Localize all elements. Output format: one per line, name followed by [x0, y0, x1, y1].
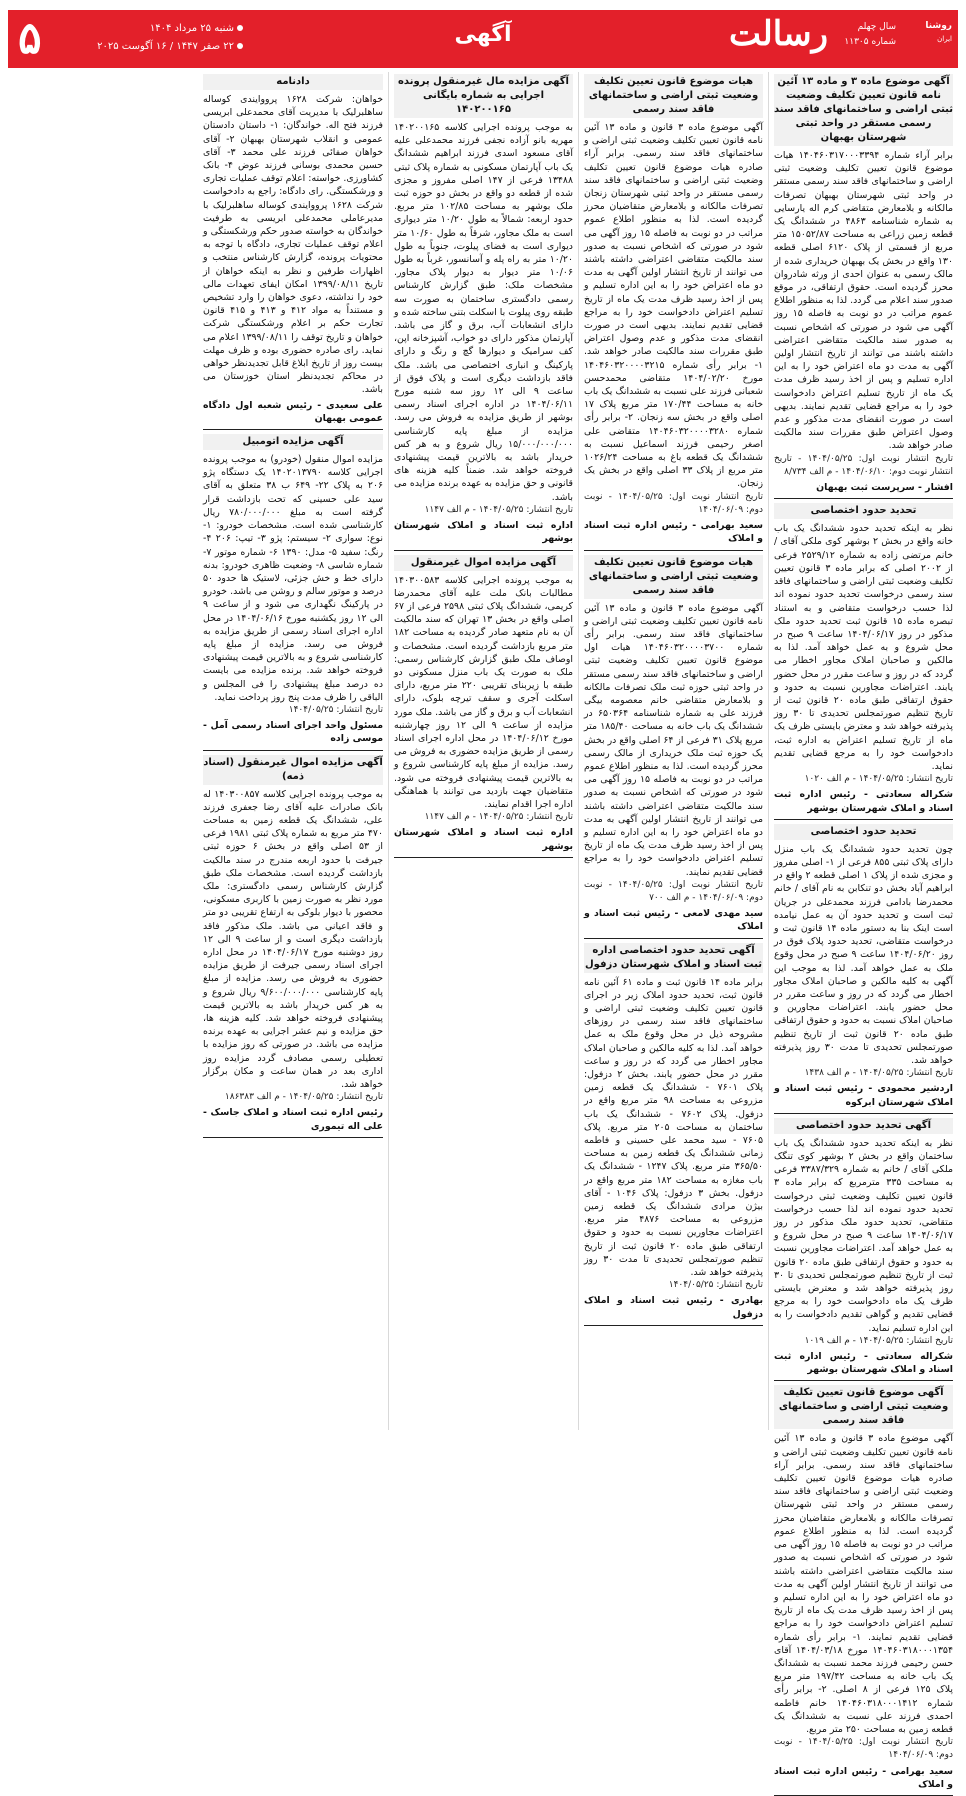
masthead [8, 10, 958, 68]
ad-body: برابر آراء شماره ۱۴۰۴۶۰۳۱۷۰۰۰۳۳۹۴ هیات موضوع قانون تعیین تکلیف وضعیت ثبتی اراضی و ساختمانهای فاقد سند رسمی مستقر در واحد ثبتی شهرستان بهبهان تصرفات مالکانه و بلامعارض متقاضی کرم اله یارسایی به شماره شناسنامه ۴۸۶۳ در ششدانگ یک قطعه زمین زراعی به مساحت ۱۵۰۵۲/۸۷ متر مربع از قسمتی از پلاک ۶۱۲۰ اصلی قطعه ۱۳۰ واقع در بخش یک بهبهان خریداری شده از مالک رسمی به عنوان احدی از ورثه شادروان محرز گردیده است. حقوق ارتفاقی، در موقع صدور سند اعلام می گردد. لذا به منظور اطلاع عموم مراتب در دو نوبت به فاصله ۱۵ روز آگهی می شود در صورتی که اشخاص نسبت به صدور سند مالکیت متقاضی اعتراضی داشته باشند می توانند از تاریخ انتشار اولین آگهی به مدت دو ماه اعتراض خود را به این اداره تسلیم و پس از اخذ رسید ظرف مدت یک ماه از تاریخ تسلیم اعتراض دادخواست خود را به مراجع قضایی تقدیم نمایند. بدیهی است در صورت انقضای مدت مذکور و عدم وصول اعتراض طبق مقررات سند مالکیت صادر خواهد شد. [774, 150, 954, 452]
ad-signer: بهادری - رئیس ثبت اسناد و املاک دزفول [584, 1295, 763, 1320]
bullet-icon [237, 25, 243, 31]
ad-title: دادنامه [203, 74, 383, 90]
ad-signer: شکراله سعادتی - رئیس اداره ثبت اسناد و املاک شهرستان بوشهر [774, 1351, 953, 1376]
ad-notice [774, 1118, 953, 1382]
ad-signer: رئیس اداره ثبت اسناد و املاک جاسک - علی اله تیموری [203, 1107, 383, 1132]
ad-publication-date: تاریخ انتشار نوبت اول: ۱۴۰۴/۰۵/۲۵ - نوبت دوم: ۱۴۰۴/۰۶/۰۹ - م الف ۷۰۰ [584, 879, 763, 903]
ad-publication-date: تاریخ انتشار: ۱۴۰۴/۰۵/۲۵ - م الف ۱۰۱۹ [804, 1335, 953, 1346]
issue-label: شماره ۱۱۳۰۵ [844, 37, 896, 47]
ad-body: نظر به اینکه تحدید حدود ششدانگ یک باب خانه واقع در بخش ۲ بوشهر کوی ملکی آقای / خانم مرتضی زاده به شماره ۲۵۲۹/۱۲ فرعی از ۲۰۰۲ اصلی که برابر ماده ۳ قانون تعیین تکلیف وضعیت ثبتی اراضی و ساختمانهای فاقد سند رسمی درخواست تحدید حدود نموده اند لذا حسب درخواست متقاضی و به استناد تبصره ماده ۱۵ قانون ثبت تحدید حدود ملک مذکور در روز ۱۴۰۴/۰۶/۱۷ ساعت ۹ صبح در محل شروع و به عمل خواهد آمد. لذا به مالکین و صاحبان املاک مجاور اخطار می گردد که در روز و ساعت مقرر در محل حضور یابند. اعتراضات مجاورین نسبت به حدود و حقوق ارتفاقی طبق ماده ۲۰ قانون ثبت از تاریخ تنظیم صورتمجلس تحدیدی تا ۳۰ روز پذیرفته خواهد شد و معترض بایستی ظرف یک ماه از تاریخ تسلیم اعتراض به اداره ثبت، دادخواست خود را به مرجع قضایی تقدیم نماید. [774, 523, 953, 772]
ad-signer: اداره ثبت اسناد و املاک شهرستان بوشهر [394, 827, 573, 852]
ad-notice [394, 555, 573, 858]
ad-notice [394, 74, 573, 551]
brand-tag [904, 20, 952, 46]
ad-notice [774, 824, 953, 1114]
bullet-icon [237, 43, 243, 49]
ad-notice [203, 434, 383, 750]
date-persian: شنبه ۲۵ مرداد ۱۴۰۴ [149, 23, 234, 34]
ad-publication-date: تاریخ انتشار نوبت اول: ۱۴۰۴/۰۵/۲۵ - نوبت دوم: ۱۴۰۴/۰۶/۰۹ [774, 1737, 953, 1761]
ad-signer: مسئول واحد اجرای اسناد رسمی آمل - موسی زاده [203, 720, 383, 745]
ad-publication-date: تاریخ انتشار: ۱۴۰۴/۰۵/۲۵ - م الف ۱۱۴۷ [424, 812, 573, 823]
brand-tag-top: روشنا [925, 21, 952, 31]
brand-tag-sub: ایران [937, 35, 952, 43]
ad-publication-date: تاریخ انتشار نوبت اول: ۱۴۰۴/۰۵/۲۵ - تاریخ انتشار نوبت دوم: ۱۴۰۴/۰۶/۱۰ - م الف ۸/۷۳۴ [774, 453, 953, 477]
ad-title: آگهی تحدید حدود اختصاصی اداره ثبت اسناد و املاک شهرستان دزفول [584, 943, 763, 973]
newspaper-page [8, 10, 958, 1790]
ad-body: به موجب پرونده اجرایی کلاسه ۱۴۰۳۰۰۸۵۷ له بانک صادرات علیه آقای رضا جعفری فرزند علی، ششدانگ یک قطعه زمین به مساحت ۴۷۰ متر مربع به شماره پلاک ثبتی ۱۹۸۱ فرعی از ۵۳ اصلی واقع در بخش ۶ حوزه ثبتی جیرفت با حدود اربعه مندرج در سند مالکیت بازداشت گردیده است. مشخصات ملک طبق گزارش کارشناس رسمی دادگستری: ملک مورد نظر به صورت زمین با کاربری مسکونی، محصور با دیوار بلوکی به ارتفاع تقریبی دو متر و فاقد اعیانی می باشد. ملک مذکور فاقد بازداشت دیگری است و از ساعت ۹ الی ۱۲ روز دوشنبه مورخ ۱۴۰۴/۰۶/۱۷ در محل اداره اجرای اسناد رسمی جیرفت از طریق مزایده حضوری به فروش می رسد. مزایده از مبلغ پایه کارشناسی ۹/۶۰۰/۰۰۰/۰۰۰ ریال شروع و به هر کس خریدار باشد به بالاترین قیمت پیشنهادی فروخته خواهد شد. کلیه هزینه ها، حق مزایده و نیم عشر اجرایی به عهده برنده مزایده می باشد. در صورتی که روز مزایده با تعطیلی رسمی مصادف گردد مزایده روز اداری بعد در همان ساعت و مکان برگزار خواهد شد. [203, 788, 383, 1091]
ad-body: آگهی موضوع ماده ۳ قانون و ماده ۱۳ آئین نامه قانون تعیین تکلیف وضعیت ثبتی اراضی و ساختمانهای فاقد سند رسمی. برابر آراء صادره هیات موضوع قانون تعیین تکلیف وضعیت ثبتی اراضی و ساختمانهای فاقد سند رسمی مستقر در واحد ثبتی شهرستان تصرفات مالکانه و بلامعارض متقاضیان محرز گردیده است. لذا به منظور اطلاع عموم مراتب در دو نوبت به فاصله ۱۵ روز آگهی می شود در صورتی که اشخاص نسبت به صدور سند مالکیت متقاضی اعتراضی داشته باشند می توانند از تاریخ انتشار اولین آگهی به مدت دو ماه اعتراض خود را به این اداره تسلیم و پس از اخذ رسید ظرف مدت یک ماه از تاریخ تسلیم اعتراض دادخواست خود را به مراجع قضایی تقدیم نمایند. ۱- برابر رأی شماره ۱۴۰۴۶۰۳۱۸۰۰۰۱۳۵۴ مورخ ۱۴۰۴/۰۳/۱۸ آقای حسن رحیمی فرزند محمد نسبت به ششدانگ یک باب خانه به مساحت ۱۹۷/۴۲ متر مربع پلاک ۱۲۵ فرعی از ۸ اصلی. ۲- برابر رأی شماره ۱۴۰۴۶۰۳۱۸۰۰۰۱۴۱۲ خانم فاطمه احمدی فرزند علی نسبت به ششدانگ یک قطعه زمین به مساحت ۲۵۰ متر مربع. [774, 1433, 954, 1735]
ad-column-4 [198, 72, 388, 1430]
ad-title: آگهی موضوع ماده ۳ و ماده ۱۳ آئین نامه قانون تعیین تکلیف وضعیت ثبتی اراضی و ساختمانهای فاقد سند رسمی مستقر در واحد ثبتی شهرستان بهبهان [774, 74, 953, 146]
ad-notice [203, 755, 383, 1138]
ad-publication-date: تاریخ انتشار: ۱۴۰۴/۰۵/۲۵ [668, 1280, 763, 1291]
ad-signer: سید مهدی لامعی - رئیس ثبت اسناد و املاک [584, 908, 763, 933]
page-number: ۵ [18, 13, 42, 64]
ad-signer: شکراله سعادتی - رئیس اداره ثبت اسناد و املاک شهرستان بوشهر [774, 789, 953, 814]
ad-notice [584, 943, 763, 1326]
issue-meta [836, 20, 896, 50]
ad-title: آگهی مزایده اموال غیرمنقول [394, 555, 573, 571]
ad-title: آگهی مزایده اموال غیرمنقول (اسناد ذمه) [203, 755, 383, 785]
ad-body: خواهان: شرکت ۱۶۲۸ پرووایندی کوساله ساهلبرلیک با مدیریت آقای محمدعلی ابریسی فرزند فتح اله. خواندگان: ۱- داستان دادستان عمومی و انقلاب شهرستان بهبهان ۲- آقای خواهان صفائی فرزند علی محمد ۳- آقای حسین محمدی بوسانی فرزند عوض ۴- بانک کشاورزی. خواسته: اعلام توقف عملیات تجاری و ورشکستگی. رای دادگاه: راجع به دادخواست شرکت ۱۶۲۸ پرووایندی کوساله ساهلبرلیک با مدیرعاملی محمدعلی ابریسی به طرفیت خواندگان به خواسته صدور حکم ورشکستگی و اعلام توقف عملیات تجاری، دادگاه با توجه به محتویات پرونده، گزارش کارشناس منتخب و اظهارات طرفین و نظر به اینکه خواهان از تاریخ ۱۳۹۹/۰۸/۱۱ امکان ایفای تعهدات مالی خود را نداشته، دعوی خواهان را وارد تشخیص و مستنداً به مواد ۴۱۲ و ۴۱۳ و ۴۱۵ قانون تجارت حکم بر اعلام ورشکستگی شرکت خواهان و تاریخ توقف را ۱۳۹۹/۰۸/۱۱ اعلام می نماید. رای صادره حضوری بوده و ظرف مهلت بیست روز از تاریخ ابلاغ قابل تجدیدنظر خواهی در محاکم تجدیدنظر استان خوزستان می باشد. [203, 94, 384, 396]
ad-publication-date: تاریخ انتشار: ۱۴۰۴/۰۵/۲۵ - م الف ۱۱۴۷ [424, 504, 573, 515]
date-other: ۲۲ صفر ۱۴۴۷ / ۱۶ آگوست ۲۰۲۵ [97, 41, 234, 52]
ad-title: آگهی مزایده مال غیرمنقول پرونده اجرایی به شماره بایگانی ۱۴۰۲۰۰۱۶۵ [394, 74, 573, 118]
ad-signer: اردشیر محمودی - رئیس ثبت اسناد و املاک شهرستان ابرکوه [774, 1083, 953, 1108]
ad-notice [774, 503, 953, 819]
ad-notice [774, 74, 953, 499]
ad-title: تحدید حدود اختصاصی [774, 824, 953, 840]
ad-title: تحدید حدود اختصاصی [774, 503, 953, 519]
ad-column-1 [768, 72, 958, 1790]
ad-signer: سعید بهرامی - رئیس اداره ثبت اسناد و املاک [774, 1765, 953, 1790]
ad-notice [584, 555, 763, 939]
ad-body: آگهی موضوع ماده ۳ قانون و ماده ۱۳ آئین نامه قانون تعیین تکلیف وضعیت ثبتی اراضی و ساختمانهای فاقد سند رسمی. برابر آراء صادره هیات موضوع قانون تعیین تکلیف وضعیت ثبتی اراضی و ساختمانهای فاقد سند رسمی مستقر در واحد ثبتی شهرستان زنجان تصرفات مالکانه و بلامعارض متقاضیان محرز گردیده است. لذا به منظور اطلاع عموم مراتب در دو نوبت به فاصله ۱۵ روز آگهی می شود در صورتی که اشخاص نسبت به صدور سند مالکیت متقاضی اعتراضی داشته باشند می توانند از تاریخ انتشار اولین آگهی به مدت دو ماه اعتراض خود را به این اداره تسلیم و پس از اخذ رسید ظرف مدت یک ماه از تاریخ تسلیم اعتراض دادخواست خود را به مراجع قضایی تقدیم نمایند. بدیهی است در صورت انقضای مدت مذکور و عدم وصول اعتراض طبق مقررات سند مالکیت صادر خواهد شد. ۱- برابر رأی شماره ۱۴۰۴۶۰۳۲۰۰۰۰۳۲۱۵ مورخ ۱۴۰۴/۰۲/۲۰ متقاضی محمدحسن شعبانی فرزند علی نسبت به ششدانگ یک باب خانه به مساحت ۱۷۰/۴۴ متر مربع پلاک ۱۷ اصلی واقع در بخش سه زنجان. ۲- برابر رأی شماره ۱۴۰۴۶۰۳۲۰۰۰۰۳۲۸۰ متقاضی علی اصغر رحیمی فرزند اسماعیل نسبت به ششدانگ یک قطعه باغ به مساحت ۱۰۲۶/۲۴ متر مربع از پلاک ۳۳ اصلی واقع در بخش یک زنجان. [584, 122, 764, 490]
date-other-line [66, 38, 246, 56]
ad-body: چون تحدید حدود ششدانگ یک باب منزل دارای پلاک ثبتی ۸۵۵ فرعی از ۱- اصلی مفروز و مجزی شده از پلاک ۱ اصلی قطعه ۲ واقع در ابراهیم آباد بخش دو تنکابن به نام آقای / خانم محمدرضا بادامی فرزند محمدعلی در جریان ثبت است و تحدید حدود آن به عمل نیامده است اینک بنا به دستور ماده ۱۴ قانون ثبت و درخواست متقاضی، تحدید حدود پلاک فوق در روز ۱۴۰۴/۰۶/۲۰ ساعت ۹ صبح در محل وقوع ملک به عمل خواهد آمد. لذا به موجب این آگهی به کلیه مالکین و صاحبان املاک مجاور اخطار می گردد که در روز و ساعت مقرر در محل حضور یابند. اعتراضات مجاورین و صاحبان املاک نسبت به حدود و حقوق ارتفاقی طبق ماده ۲۰ قانون ثبت از تاریخ تنظیم صورتمجلس تحدیدی تا مدت ۳۰ روز پذیرفته خواهد شد. [774, 843, 953, 1066]
ad-column-3 [388, 72, 578, 1430]
masthead-date-block [14, 12, 254, 66]
ad-notice [203, 74, 383, 430]
date-lines [66, 20, 246, 56]
ad-title: هیات موضوع قانون تعیین تکلیف وضعیت ثبتی اراضی و ساختمانهای فاقد سند رسمی [584, 555, 763, 599]
ad-columns [8, 72, 958, 1790]
ad-signer: سعید بهرامی - رئیس اداره ثبت اسناد و املاک [584, 520, 763, 545]
ad-notice [774, 1385, 953, 1795]
section-title: آگهی [454, 22, 512, 47]
ad-signer: علی سعیدی - رئیس شعبه اول دادگاه عمومی بهبهان [203, 399, 383, 424]
newspaper-logo: رسالت [728, 14, 828, 54]
ad-body: به موجب پرونده اجرایی کلاسه ۱۴۰۳۰۰۵۸۳ مطالبات بانک ملت علیه آقای محمدرضا کریمی، ششدانگ پلاک ثبتی ۲۵۹۸ فرعی از ۶۷ اصلی واقع در بخش ۱۳ تهران که سند مالکیت آن به نام متعهد صادر گردیده به مساحت ۱۸۲ متر مربع بازداشت گردیده است. مشخصات و اوصاف ملک طبق گزارش کارشناس رسمی: ملک به صورت یک باب منزل مسکونی دو طبقه با زیربنای تقریبی ۲۲۰ متر مربع، دارای اسکلت آجری و سقف تیرچه بلوک، دارای انشعابات آب و برق و گاز می باشد. ملک مورد مزایده از ساعت ۹ الی ۱۲ روز چهارشنبه مورخ ۱۴۰۴/۰۶/۱۲ در محل اداره اجرای اسناد رسمی از طریق مزایده حضوری به فروش می رسد. مزایده از مبلغ پایه کارشناسی شروع و به بالاترین قیمت پیشنهادی فروخته می شود. متقاضیان جهت بازدید می توانند با هماهنگی اداره اجرا اقدام نمایند. [394, 574, 573, 810]
ad-signer: افشار - سرپرست ثبت بهبهان [816, 482, 953, 494]
ad-publication-date: تاریخ انتشار: ۱۴۰۴/۰۵/۲۵ [288, 704, 383, 715]
ad-body: برابر ماده ۱۴ قانون ثبت و ماده ۶۱ آئین نامه قانون ثبت، تحدید حدود املاک زیر در اجرای قانون تعیین تکلیف وضعیت ثبتی اراضی و ساختمانهای فاقد سند رسمی در روزهای مشروحه ذیل در محل وقوع ملک به عمل خواهد آمد. لذا به کلیه مالکین و صاحبان املاک مجاور اخطار می گردد که در روز و ساعت مقرر در محل حضور یابند. بخش ۲ دزفول: پلاک ۷۶۰۱ - ششدانگ یک قطعه زمین مزروعی به مساحت ۹۸ متر مربع واقع در دزفول. پلاک ۷۶۰۲ - ششدانگ یک باب ساختمان به مساحت ۲۰۵ متر مربع. پلاک ۷۶۰۵ - سید محمد علی حسینی و فاطمه زمانی ششدانگ یک قطعه زمین به مساحت ۳۶۵/۵۰ متر مربع. پلاک ۱۲۴۷ - ششدانگ یک باب مغازه به مساحت ۱۸۲ متر مربع واقع در دزفول. بخش ۳ دزفول: پلاک ۱۰۴۶ - آقای بیژن مرادی ششدانگ یک قطعه زمین مزروعی به مساحت ۴۸۷۶ متر مربع. اعتراضات مجاورین نسبت به حدود و حقوق ارتفاقی طبق ماده ۲۰ قانون ثبت از تاریخ تنظیم صورتمجلس تحدیدی تا مدت ۳۰ روز پذیرفته خواهد شد. [584, 976, 764, 1279]
ad-body: مزایده اموال منقول (خودرو) به موجب پرونده اجرایی کلاسه ۱۴۰۲۰۱۳۷۹۰ یک دستگاه پژو ۲۰۶ به پلاک ۲۲- ۶۴۹ ب ۳۸ متعلق به آقای سید علی حسینی که تحت بازداشت قرار گرفته است به مبلغ ۷۸۰/۰۰۰/۰۰۰ ریال کارشناسی شده است. مشخصات خودرو: ۱- نوع: سواری ۲- سیستم: پژو ۳- تیپ: ۲۰۶ ۴- رنگ: سفید ۵- مدل: ۱۳۹۰ ۶- شماره موتور ۷- شماره شاسی ۸- وضعیت ظاهری خودرو: بدنه دارای خط و خش جزئی، لاستیک ها حدود ۵۰ درصد و موتور سالم و روشن می باشد. خودرو در پارکینگ نگهداری می شود و از ساعت ۹ الی ۱۲ روز یکشنبه مورخ ۱۴۰۴/۰۶/۱۶ در محل اداره اجرای اسناد رسمی از طریق مزایده به فروش می رسد. مزایده از مبلغ پایه کارشناسی شروع و به بالاترین قیمت پیشنهادی فروخته خواهد شد. برنده مزایده می بایست ده درصد مبلغ پیشنهادی را فی المجلس و الباقی را ظرف مدت پنج روز پرداخت نماید. [203, 454, 384, 703]
ad-title: آگهی مزایده اتومبیل [203, 434, 383, 450]
ad-publication-date: تاریخ انتشار: ۱۴۰۴/۰۵/۲۵ - م الف ۱۰۲۰ [804, 774, 953, 785]
ad-publication-date: تاریخ انتشار: ۱۴۰۴/۰۵/۲۵ - م الف ۱۴۳۸ [804, 1068, 953, 1079]
date-persian-line [66, 20, 246, 38]
ad-title: هیات موضوع قانون تعیین تکلیف وضعیت ثبتی اراضی و ساختمانهای فاقد سند رسمی [584, 74, 763, 118]
ad-body: نظر به اینکه تحدید حدود ششدانگ یک باب ساختمان واقع در بخش ۲ بوشهر کوی تنگک ملکی آقای / خانم به شماره ۳۳۸۷/۳۲۹ فرعی به مساحت ۳۳۵ مترمربع که برابر ماده ۳ قانون تعیین تکلیف وضعیت ثبتی درخواست تحدید حدود نموده اند لذا حسب درخواست متقاضی، تحدید حدود ملک مذکور در روز ۱۴۰۴/۰۶/۱۷ ساعت ۹ صبح در محل شروع و به عمل خواهد آمد. اعتراضات مجاورین نسبت به حدود و حقوق ارتفاقی طبق ماده ۲۰ قانون ثبت از تاریخ تنظیم صورتمجلس تحدیدی تا ۳۰ روز پذیرفته خواهد شد و معترض بایستی ظرف یک ماه دادخواست خود را به مرجع قضایی تقدیم و گواهی تقدیم دادخواست را به این اداره تسلیم نماید. [774, 1137, 954, 1334]
ad-publication-date: تاریخ انتشار نوبت اول: ۱۴۰۴/۰۵/۲۵ - نوبت دوم: ۱۴۰۴/۰۶/۰۹ [584, 491, 763, 515]
year-label: سال چهلم [857, 22, 896, 32]
ad-title: آگهی تحدید حدود اختصاصی [774, 1118, 953, 1134]
ad-title: آگهی موضوع قانون تعیین تکلیف وضعیت ثبتی اراضی و ساختمانهای فاقد سند رسمی [774, 1385, 953, 1429]
ad-body: آگهی موضوع ماده ۳ قانون و ماده ۱۳ آئین نامه قانون تعیین تکلیف وضعیت ثبتی اراضی و ساختمانهای فاقد سند رسمی. برابر رأی شماره ۱۴۰۴۶۰۳۲۰۰۰۰۳۷۰۰ هیات اول موضوع قانون تعیین تکلیف وضعیت ثبتی اراضی و ساختمانهای فاقد سند رسمی مستقر در واحد ثبتی حوزه ثبت ملک تصرفات مالکانه و بلامعارض متقاضی خانم معصومه بیگی فرزند علی به شماره شناسنامه ۶۵۰۳۶۴ در ششدانگ یک باب خانه به مساحت ۱۸۵/۴۰ متر مربع پلاک ۳۱ فرعی از ۶۴ اصلی واقع در بخش یک حوزه ثبت ملک خریداری از مالک رسمی محرز گردیده است. لذا به منظور اطلاع عموم مراتب در دو نوبت به فاصله ۱۵ روز آگهی می شود در صورتی که اشخاص نسبت به صدور سند مالکیت متقاضی اعتراضی داشته باشند می توانند از تاریخ انتشار اولین آگهی به مدت دو ماه اعتراض خود را به این اداره تسلیم و پس از اخذ رسید ظرف مدت یک ماه از تاریخ تسلیم اعتراض دادخواست خود را به مراجع قضایی تقدیم نمایند. [584, 602, 764, 878]
masthead-brand [728, 14, 952, 62]
ad-notice [584, 74, 763, 551]
ad-publication-date: تاریخ انتشار: ۱۴۰۴/۰۵/۲۵ - م الف ۱۸۶۳۸۳ [224, 1092, 383, 1103]
ad-body: به موجب پرونده اجرایی کلاسه ۱۴۰۲۰۰۱۶۵ مهریه بانو آزاده نجفی فرزند محمدعلی علیه آقای مسعود اسدی فرزند ابراهیم ششدانگ یک باب آپارتمان مسکونی به شماره پلاک ثبتی ۱۳۴۸۸ فرعی از ۱۴۷ اصلی مفروز و مجزی شده از قطعه دو واقع در بخش دو حوزه ثبت ملک بوشهر به مساحت ۱۰۲/۸۵ متر مربع. حدود اربعه: شمالاً به طول ۱۰/۲۰ متر دیواری است به ملک مجاور، شرقاً به طول ۱۰/۶۰ متر دیواری است به فضای پیلوت، جنوباً به طول ۱۰/۲۰ متر به راه پله و آسانسور، غرباً به طول ۱۰/۰۶ متر دیوار به دیوار پلاک مجاور. مشخصات ملک: طبق گزارش کارشناس رسمی دادگستری ساختمان به صورت سه طبقه روی پیلوت با اسکلت بتنی ساخته شده و دارای انشعابات آب، برق و گاز می باشد. آپارتمان مذکور دارای دو خواب، آشپزخانه اپن، کف سرامیک و دیوارها گچ و رنگ و دارای پارکینگ و انباری اختصاصی می باشد. ملک فاقد بازداشت دیگری است و پلاک فوق از ساعت ۹ الی ۱۲ روز سه شنبه مورخ ۱۴۰۴/۰۶/۱۱ در اداره اجرای اسناد رسمی بوشهر از طریق مزایده به فروش می رسد. مزایده از مبلغ پایه کارشناسی ۱۵/۰۰۰/۰۰۰/۰۰۰ ریال شروع و به هر کس خریدار باشد به بالاترین قیمت پیشنهادی فروخته خواهد شد. ضمناً کلیه هزینه های قانونی و حق مزایده به عهده برنده مزایده می باشد. [394, 122, 573, 503]
ad-signer: اداره ثبت اسناد و املاک شهرستان بوشهر [394, 520, 573, 545]
ad-column-2 [578, 72, 768, 1430]
